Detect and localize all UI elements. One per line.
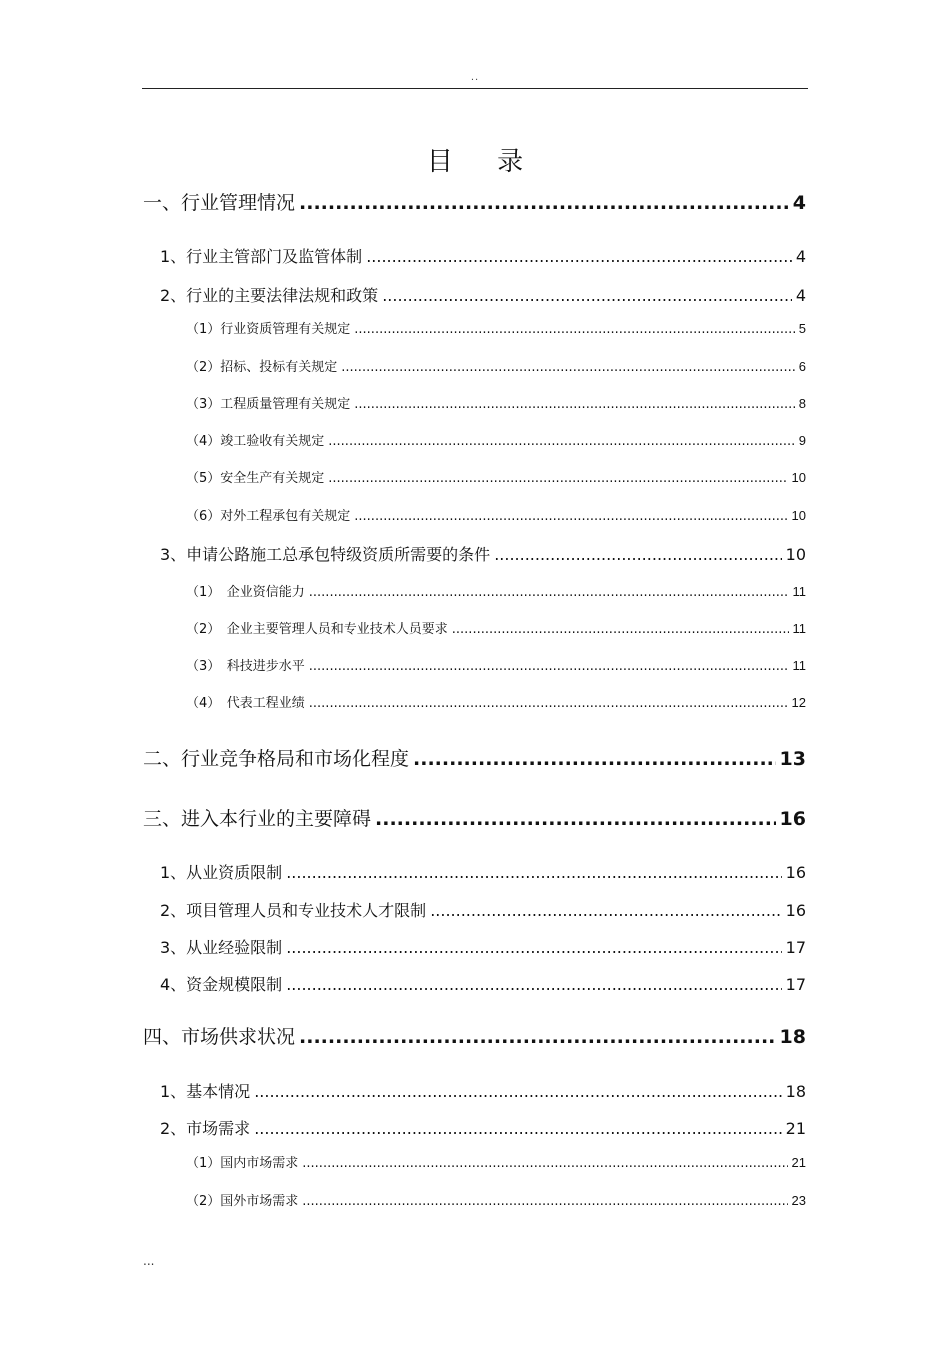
toc-leader-dots [299,192,789,214]
toc-entry[interactable] [143,804,806,831]
toc-leader-dots [413,748,776,770]
toc-entry-label: 2、项目管理人员和专业技术人才限制 [160,901,427,920]
toc-entry-page-number: 13 [779,748,806,770]
toc-entry-label: （3）工程质量管理有关规定 [186,397,351,412]
toc-entry-page-number: 17 [785,938,806,957]
toc-entry-page-number: 11 [792,658,806,673]
toc-leader-dots [254,1119,781,1138]
toc-entry[interactable] [186,1152,806,1171]
toc-leader-dots [354,397,794,412]
toc-leader-dots [302,1194,787,1209]
toc-entry-page-number: 10 [791,508,806,523]
toc-entry[interactable] [186,318,806,337]
toc-entry-page-number: 17 [785,975,806,994]
toc-leader-dots [286,863,781,882]
toc-entry[interactable] [186,467,806,486]
toc-leader-dots [452,622,789,637]
toc-leader-dots [309,659,789,674]
toc-leader-dots [375,808,776,830]
toc-entry[interactable] [160,935,806,958]
toc-entry-page-number: 16 [785,901,806,920]
toc-entry-label: （1） 企业资信能力 [186,585,305,600]
toc-entry[interactable] [143,744,806,771]
toc-leader-dots [354,322,794,337]
toc-entry-label: （4）竣工验收有关规定 [186,434,325,449]
toc-entry-label: 1、行业主管部门及监管体制 [160,247,363,266]
toc-entry[interactable] [160,244,806,267]
toc-entry-label: （1）行业资质管理有关规定 [186,322,351,337]
toc-leader-dots [286,975,781,994]
toc-entry[interactable] [160,542,806,565]
toc-leader-dots [286,938,781,957]
toc-entry-label: （4） 代表工程业绩 [186,696,305,711]
toc-entry-label: 2、行业的主要法律法规和政策 [160,286,379,305]
toc-entry[interactable] [186,356,806,375]
toc-entry-page-number: 21 [791,1155,806,1170]
toc-entry-label: （1）国内市场需求 [186,1156,299,1171]
toc-entry-page-number: 18 [779,1026,806,1048]
toc-entry-label: （5）安全生产有关规定 [186,471,325,486]
toc-entry-page-number: 16 [779,808,806,830]
toc-entry[interactable] [160,283,806,306]
toc-entry-label: 4、资金规模限制 [160,975,283,994]
toc-entry-page-number: 11 [792,584,806,599]
toc-entry-label: （2）国外市场需求 [186,1194,299,1209]
toc-entry-label: 二、行业竞争格局和市场化程度 [143,748,410,770]
toc-entry-label: （2） 企业主要管理人员和专业技术人员要求 [186,622,448,637]
toc-entry-label: （2）招标、投标有关规定 [186,360,338,375]
toc-entry[interactable] [186,655,806,674]
header-mark: .. [470,72,480,83]
toc-leader-dots [382,286,792,305]
toc-entry-page-number: 4 [795,286,806,305]
toc-entry[interactable] [143,188,806,215]
toc-leader-dots [328,471,787,486]
toc-entry-label: 3、申请公路施工总承包特级资质所需要的条件 [160,545,491,564]
toc-entry[interactable] [186,430,806,449]
toc-leader-dots [299,1026,776,1048]
toc-entry-label: 1、基本情况 [160,1082,251,1101]
toc-entry-page-number: 4 [795,247,806,266]
toc-entry-page-number: 4 [792,192,806,214]
toc-entry-page-number: 21 [785,1119,806,1138]
toc-entry[interactable] [160,1079,806,1102]
toc-entry-label: 1、从业资质限制 [160,863,283,882]
toc-entry-label: 三、进入本行业的主要障碍 [143,808,372,830]
toc-entry-page-number: 23 [791,1193,806,1208]
toc-entry[interactable] [143,1022,806,1049]
toc-entry-page-number: 16 [785,863,806,882]
toc-entry-page-number: 6 [798,359,806,374]
page-title: 目 录 [426,147,542,178]
toc-entry-page-number: 9 [798,433,806,448]
toc-entry-page-number: 11 [792,621,806,636]
toc-entry-page-number: 5 [798,321,806,336]
toc-entry-page-number: 10 [791,470,806,485]
toc-leader-dots [366,247,792,266]
toc-entry[interactable] [160,860,806,883]
footer-mark: ... [143,1254,155,1268]
toc-entry[interactable] [160,898,806,921]
toc-entry[interactable] [186,505,806,524]
toc-entry[interactable] [160,972,806,995]
toc-leader-dots [494,545,781,564]
toc-leader-dots [302,1156,787,1171]
toc-entry[interactable] [186,581,806,600]
toc-entry[interactable] [186,393,806,412]
toc-entry-label: 一、行业管理情况 [143,192,296,214]
toc-entry-page-number: 10 [785,545,806,564]
toc-entry-page-number: 8 [798,396,806,411]
toc-entry-label: （3） 科技进步水平 [186,659,305,674]
toc-entry[interactable] [160,1116,806,1139]
toc-entry-label: （6）对外工程承包有关规定 [186,509,351,524]
toc-leader-dots [430,901,781,920]
toc-entry-label: 2、市场需求 [160,1119,251,1138]
toc-entry[interactable] [186,618,806,637]
toc-entry-page-number: 12 [791,695,806,710]
toc-entry[interactable] [186,1190,806,1209]
toc-entry[interactable] [186,692,806,711]
toc-leader-dots [328,434,794,449]
toc-entry-label: 3、从业经验限制 [160,938,283,957]
toc-entry-page-number: 18 [785,1082,806,1101]
toc-leader-dots [254,1082,781,1101]
toc-entry-label: 四、市场供求状况 [143,1026,296,1048]
toc-leader-dots [309,585,789,600]
toc-leader-dots [354,509,787,524]
toc-leader-dots [341,360,794,375]
toc-leader-dots [309,696,788,711]
